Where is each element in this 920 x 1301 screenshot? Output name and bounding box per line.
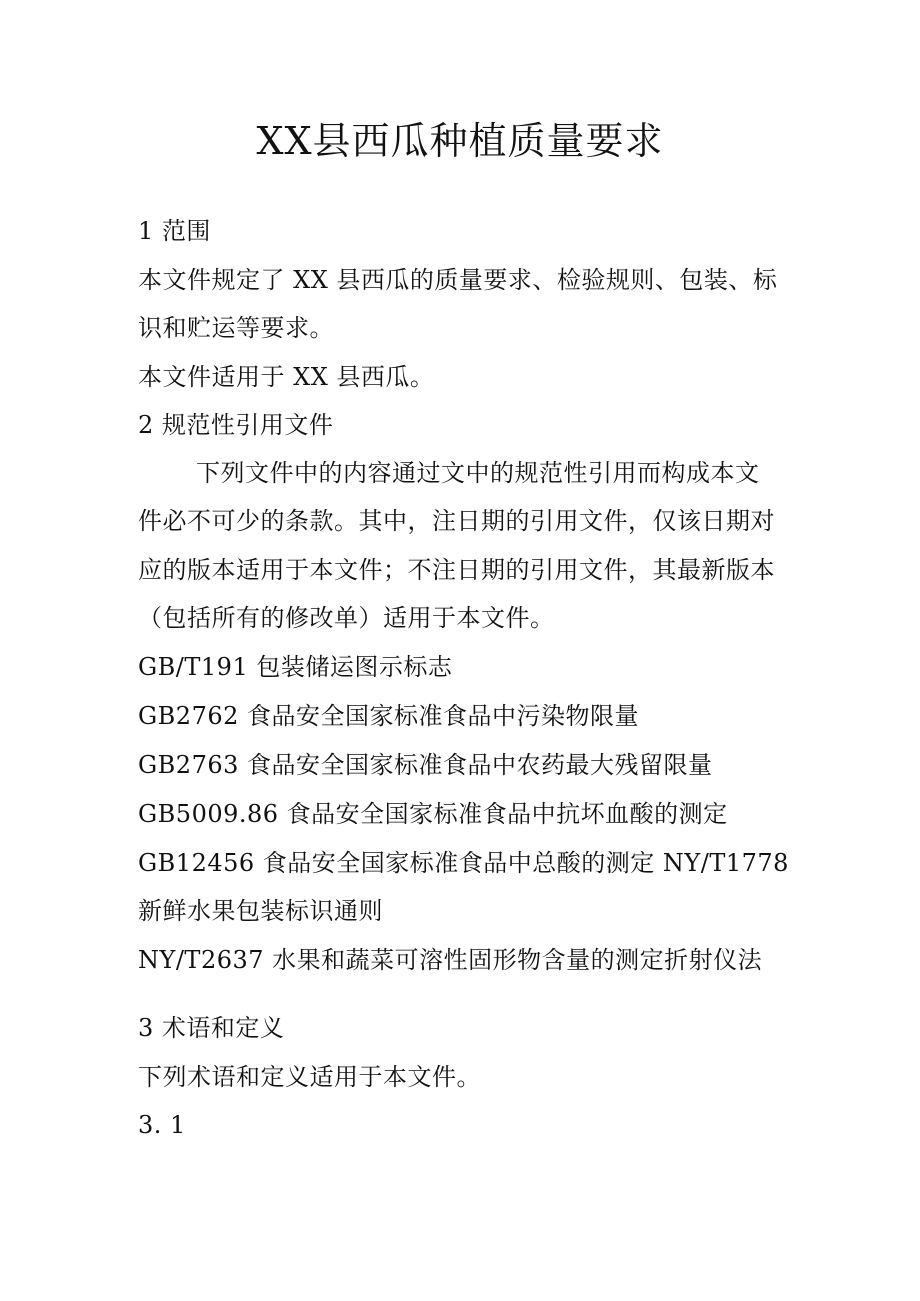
reference-item: GB12456 食品安全国家标准食品中总酸的测定 NY/T1778 (138, 849, 789, 877)
section-heading-references: 2 规范性引用文件 (138, 411, 334, 439)
paragraph-line: 应的版本适用于本文件；不注日期的引用文件，其最新版本 (138, 556, 775, 584)
reference-item: 新鲜水果包装标识通则 (138, 897, 383, 925)
document-title: XX县西瓜种植质量要求 (256, 119, 664, 163)
paragraph-line: 件必不可少的条款。其中，注日期的引用文件，仅该日期对 (138, 507, 775, 535)
paragraph-line: （包括所有的修改单）适用于本文件。 (138, 604, 555, 632)
paragraph-line: 下列术语和定义适用于本文件。 (138, 1063, 481, 1091)
subsection-number: 3. 1 (138, 1111, 186, 1139)
reference-item: GB2762 食品安全国家标准食品中污染物限量 (138, 702, 640, 730)
reference-item: GB/T191 包装储运图示标志 (138, 653, 453, 681)
paragraph-line: 下列文件中的内容通过文中的规范性引用而构成本文 (196, 459, 760, 487)
reference-item: NY/T2637 水果和蔬菜可溶性固形物含量的测定折射仪法 (138, 946, 763, 974)
reference-item: GB5009.86 食品安全国家标准食品中抗坏血酸的测定 (138, 800, 728, 828)
paragraph-line: 本文件适用于 XX 县西瓜。 (138, 363, 435, 391)
reference-item: GB2763 食品安全国家标准食品中农药最大残留限量 (138, 751, 713, 779)
section-heading-terms: 3 术语和定义 (138, 1014, 285, 1042)
section-heading-scope: 1 范围 (138, 217, 211, 245)
paragraph-line: 本文件规定了 XX 县西瓜的质量要求、检验规则、包装、标 (138, 266, 778, 294)
paragraph-line: 识和贮运等要求。 (138, 314, 334, 342)
